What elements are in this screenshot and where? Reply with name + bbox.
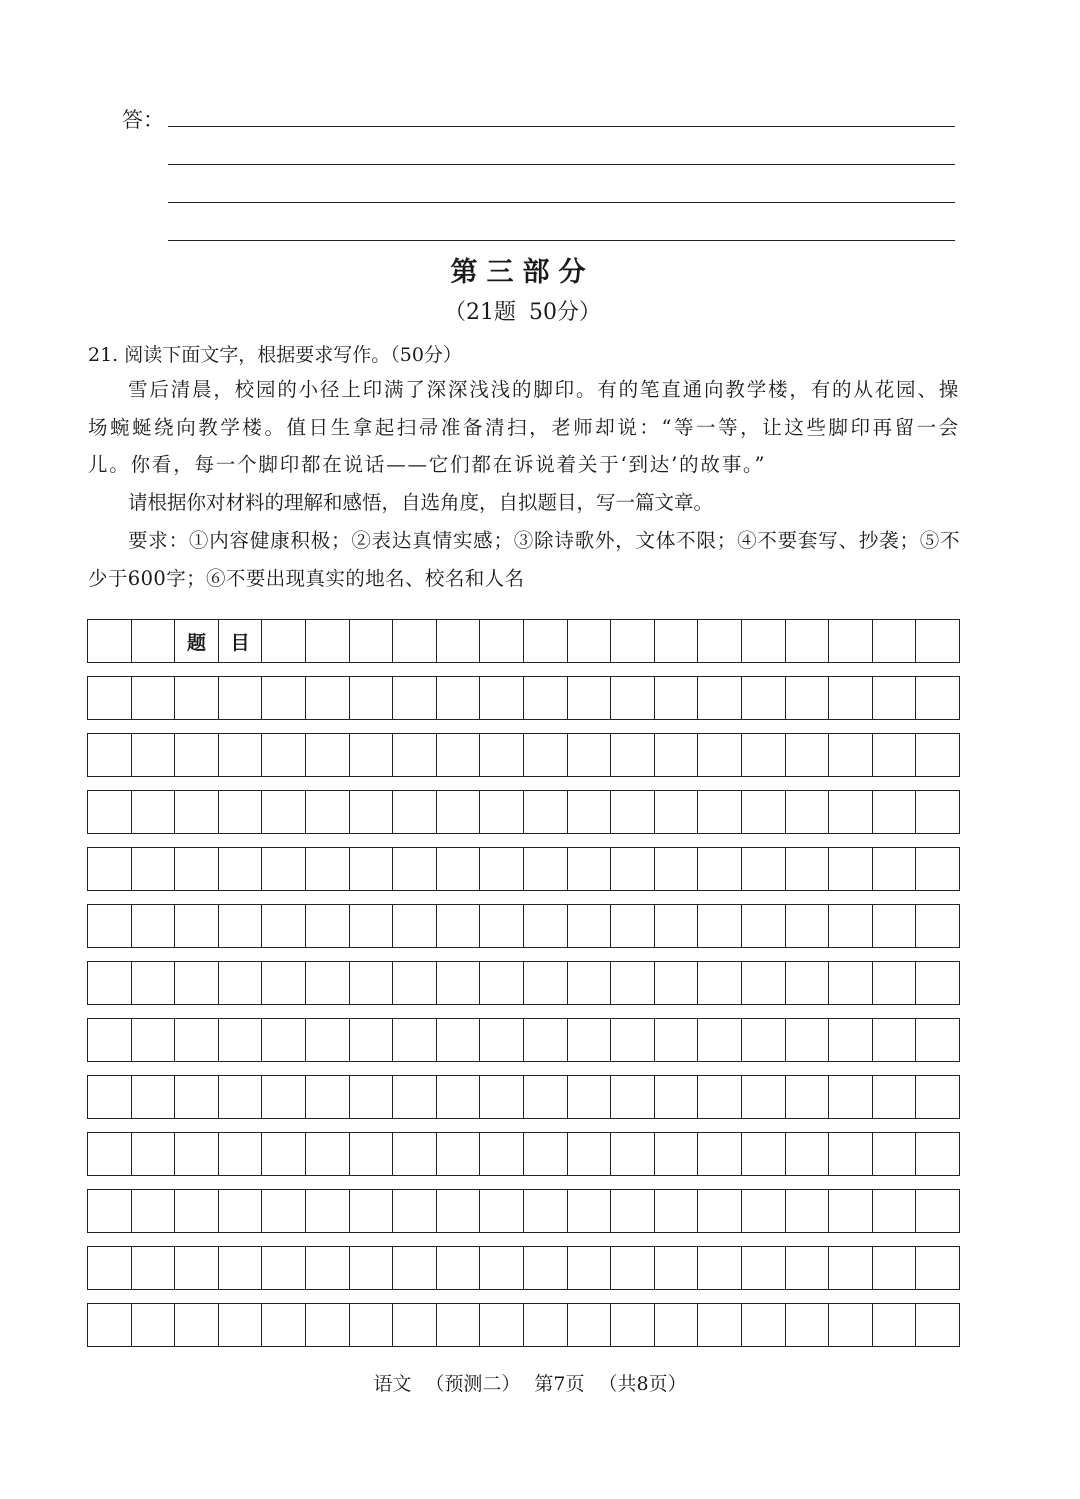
grid-cell[interactable] xyxy=(916,620,960,662)
grid-cell[interactable] xyxy=(219,848,263,890)
grid-cell[interactable] xyxy=(175,1304,219,1346)
grid-cell[interactable] xyxy=(132,1133,176,1175)
grid-cell[interactable] xyxy=(568,1247,612,1289)
grid-cell[interactable] xyxy=(742,962,786,1004)
grid-cell[interactable] xyxy=(568,848,612,890)
grid-cell[interactable] xyxy=(655,791,699,833)
grid-cell[interactable] xyxy=(742,734,786,776)
page-footer: 语文 （预测二） 第7页 （共8页） xyxy=(373,1373,687,1395)
grid-cell[interactable] xyxy=(742,1076,786,1118)
grid-cell[interactable] xyxy=(437,1190,481,1232)
grid-cell[interactable] xyxy=(524,1076,568,1118)
grid-cell[interactable] xyxy=(175,1247,219,1289)
grid-cell[interactable] xyxy=(786,905,830,947)
grid-cell[interactable] xyxy=(698,677,742,719)
answer-line[interactable] xyxy=(168,240,955,241)
grid-cell[interactable] xyxy=(480,677,524,719)
grid-cell[interactable] xyxy=(873,1076,917,1118)
title-label-cell: 题 xyxy=(175,620,219,662)
grid-cell[interactable] xyxy=(219,1190,263,1232)
grid-cell[interactable] xyxy=(219,1133,263,1175)
grid-cell[interactable] xyxy=(655,620,699,662)
grid-cell[interactable] xyxy=(698,791,742,833)
grid-cell[interactable] xyxy=(742,1190,786,1232)
grid-cell[interactable] xyxy=(568,1076,612,1118)
grid-cell[interactable] xyxy=(655,1076,699,1118)
grid-cell[interactable] xyxy=(175,962,219,1004)
grid-cell[interactable] xyxy=(393,905,437,947)
grid-cell[interactable] xyxy=(393,734,437,776)
grid-cell[interactable] xyxy=(568,620,612,662)
grid-cell[interactable] xyxy=(175,1190,219,1232)
grid-cell[interactable] xyxy=(219,1076,263,1118)
grid-cell[interactable] xyxy=(873,1190,917,1232)
grid-cell[interactable] xyxy=(829,848,873,890)
grid-cell[interactable] xyxy=(306,791,350,833)
grid-cell[interactable] xyxy=(306,1190,350,1232)
grid-cell[interactable] xyxy=(916,1076,960,1118)
grid-row xyxy=(87,1246,960,1290)
grid-cell[interactable] xyxy=(916,677,960,719)
grid-cell[interactable] xyxy=(524,1190,568,1232)
grid-cell[interactable] xyxy=(611,620,655,662)
grid-cell[interactable] xyxy=(524,620,568,662)
grid-cell[interactable] xyxy=(132,620,176,662)
grid-cell[interactable] xyxy=(524,791,568,833)
grid-cell[interactable] xyxy=(175,791,219,833)
grid-cell[interactable] xyxy=(393,677,437,719)
grid-cell[interactable] xyxy=(88,1133,132,1175)
grid-cell[interactable] xyxy=(829,734,873,776)
grid-cell[interactable] xyxy=(829,1076,873,1118)
grid-cell[interactable] xyxy=(262,962,306,1004)
grid-cell[interactable] xyxy=(306,905,350,947)
grid-cell[interactable] xyxy=(524,962,568,1004)
grid-cell[interactable] xyxy=(698,734,742,776)
grid-cell[interactable] xyxy=(393,1133,437,1175)
grid-cell[interactable] xyxy=(829,1190,873,1232)
grid-cell[interactable] xyxy=(568,1019,612,1061)
grid-cell[interactable] xyxy=(916,1133,960,1175)
grid-cell[interactable] xyxy=(350,1190,394,1232)
grid-cell[interactable] xyxy=(873,962,917,1004)
grid-row xyxy=(87,1303,960,1347)
grid-cell[interactable] xyxy=(88,1304,132,1346)
grid-cell[interactable] xyxy=(829,962,873,1004)
grid-cell[interactable] xyxy=(568,791,612,833)
grid-row xyxy=(87,733,960,777)
grid-cell[interactable] xyxy=(611,1304,655,1346)
grid-cell[interactable] xyxy=(873,1247,917,1289)
grid-cell[interactable] xyxy=(742,791,786,833)
grid-row xyxy=(87,1018,960,1062)
grid-cell[interactable] xyxy=(132,1190,176,1232)
grid-cell[interactable] xyxy=(786,962,830,1004)
grid-cell[interactable] xyxy=(829,1304,873,1346)
grid-cell[interactable] xyxy=(611,734,655,776)
grid-cell[interactable] xyxy=(524,848,568,890)
grid-cell[interactable] xyxy=(262,620,306,662)
grid-cell[interactable] xyxy=(350,1304,394,1346)
grid-cell[interactable] xyxy=(350,905,394,947)
grid-cell[interactable] xyxy=(916,734,960,776)
grid-cell[interactable] xyxy=(132,1019,176,1061)
grid-cell[interactable] xyxy=(132,1304,176,1346)
grid-cell[interactable] xyxy=(480,1133,524,1175)
grid-cell[interactable] xyxy=(437,791,481,833)
grid-cell[interactable] xyxy=(393,1019,437,1061)
grid-cell[interactable] xyxy=(524,677,568,719)
grid-cell[interactable] xyxy=(698,1019,742,1061)
grid-cell[interactable] xyxy=(132,734,176,776)
grid-cell[interactable] xyxy=(480,1019,524,1061)
grid-cell[interactable] xyxy=(219,677,263,719)
grid-cell[interactable] xyxy=(916,962,960,1004)
grid-cell[interactable] xyxy=(829,905,873,947)
grid-cell[interactable] xyxy=(480,848,524,890)
grid-cell[interactable] xyxy=(655,1190,699,1232)
grid-cell[interactable] xyxy=(786,620,830,662)
grid-cell[interactable] xyxy=(916,791,960,833)
grid-cell[interactable] xyxy=(350,1247,394,1289)
grid-cell[interactable] xyxy=(698,620,742,662)
grid-row xyxy=(87,790,960,834)
grid-cell[interactable] xyxy=(437,734,481,776)
grid-cell[interactable] xyxy=(262,1133,306,1175)
grid-cell[interactable] xyxy=(437,1133,481,1175)
grid-cell[interactable] xyxy=(88,962,132,1004)
grid-row xyxy=(87,847,960,891)
grid-cell[interactable] xyxy=(306,620,350,662)
grid-cell[interactable] xyxy=(873,1019,917,1061)
grid-cell[interactable] xyxy=(611,791,655,833)
answer-label: 答： xyxy=(122,108,164,132)
grid-cell[interactable] xyxy=(88,1076,132,1118)
grid-cell[interactable] xyxy=(786,677,830,719)
grid-row xyxy=(87,676,960,720)
grid-row xyxy=(87,1075,960,1119)
grid-cell[interactable] xyxy=(524,1247,568,1289)
grid-row xyxy=(87,961,960,1005)
grid-cell[interactable] xyxy=(132,905,176,947)
grid-cell[interactable] xyxy=(568,1133,612,1175)
grid-cell[interactable] xyxy=(655,962,699,1004)
grid-cell[interactable] xyxy=(350,791,394,833)
grid-cell[interactable] xyxy=(262,1190,306,1232)
grid-cell[interactable] xyxy=(219,734,263,776)
grid-cell[interactable] xyxy=(698,1190,742,1232)
grid-cell[interactable] xyxy=(306,962,350,1004)
grid-cell[interactable] xyxy=(132,962,176,1004)
grid-cell[interactable] xyxy=(742,905,786,947)
grid-cell[interactable] xyxy=(873,734,917,776)
grid-cell[interactable] xyxy=(306,1019,350,1061)
part-subtitle: （21题 50分） xyxy=(444,300,601,325)
composition-grid xyxy=(87,619,960,1360)
grid-cell[interactable] xyxy=(873,848,917,890)
grid-cell[interactable] xyxy=(88,1190,132,1232)
answer-line[interactable] xyxy=(168,126,955,127)
grid-cell[interactable] xyxy=(655,1304,699,1346)
grid-cell[interactable] xyxy=(437,677,481,719)
grid-cell[interactable] xyxy=(306,1133,350,1175)
grid-cell[interactable] xyxy=(742,848,786,890)
part-title: 第三部分 xyxy=(450,257,595,288)
grid-cell[interactable] xyxy=(262,1247,306,1289)
grid-cell[interactable] xyxy=(698,1247,742,1289)
grid-cell[interactable] xyxy=(480,734,524,776)
grid-cell[interactable] xyxy=(219,962,263,1004)
grid-cell[interactable] xyxy=(306,1247,350,1289)
grid-cell[interactable] xyxy=(611,905,655,947)
grid-cell[interactable] xyxy=(698,962,742,1004)
grid-cell[interactable] xyxy=(480,620,524,662)
grid-row xyxy=(87,619,960,663)
grid-cell[interactable] xyxy=(916,1304,960,1346)
grid-cell[interactable] xyxy=(611,848,655,890)
grid-cell[interactable] xyxy=(350,677,394,719)
grid-cell[interactable] xyxy=(306,1076,350,1118)
grid-cell[interactable] xyxy=(350,1019,394,1061)
grid-cell[interactable] xyxy=(437,848,481,890)
grid-cell[interactable] xyxy=(393,1304,437,1346)
grid-cell[interactable] xyxy=(829,677,873,719)
grid-cell[interactable] xyxy=(655,848,699,890)
grid-cell[interactable] xyxy=(786,734,830,776)
grid-row xyxy=(87,904,960,948)
grid-cell[interactable] xyxy=(655,1133,699,1175)
grid-cell[interactable] xyxy=(873,791,917,833)
grid-cell[interactable] xyxy=(611,1133,655,1175)
grid-cell[interactable] xyxy=(132,791,176,833)
grid-cell[interactable] xyxy=(175,1133,219,1175)
grid-cell[interactable] xyxy=(393,962,437,1004)
grid-cell[interactable] xyxy=(437,1304,481,1346)
grid-cell[interactable] xyxy=(219,791,263,833)
grid-cell[interactable] xyxy=(350,620,394,662)
grid-cell[interactable] xyxy=(175,677,219,719)
grid-cell[interactable] xyxy=(829,1247,873,1289)
grid-cell[interactable] xyxy=(88,905,132,947)
grid-cell[interactable] xyxy=(873,1304,917,1346)
grid-cell[interactable] xyxy=(698,848,742,890)
grid-cell[interactable] xyxy=(568,1190,612,1232)
grid-cell[interactable] xyxy=(655,677,699,719)
grid-cell[interactable] xyxy=(873,905,917,947)
grid-cell[interactable] xyxy=(393,620,437,662)
grid-cell[interactable] xyxy=(611,1076,655,1118)
grid-cell[interactable] xyxy=(480,1304,524,1346)
grid-cell[interactable] xyxy=(88,734,132,776)
grid-cell[interactable] xyxy=(786,1190,830,1232)
grid-cell[interactable] xyxy=(742,1304,786,1346)
grid-cell[interactable] xyxy=(524,1304,568,1346)
grid-cell[interactable] xyxy=(568,677,612,719)
title-label-cell: 目 xyxy=(219,620,263,662)
grid-cell[interactable] xyxy=(524,1133,568,1175)
grid-cell[interactable] xyxy=(742,1247,786,1289)
grid-row xyxy=(87,1189,960,1233)
grid-cell[interactable] xyxy=(262,905,306,947)
grid-cell[interactable] xyxy=(611,677,655,719)
grid-cell[interactable] xyxy=(175,848,219,890)
grid-cell[interactable] xyxy=(568,962,612,1004)
grid-cell[interactable] xyxy=(132,1076,176,1118)
grid-cell[interactable] xyxy=(873,1133,917,1175)
answer-line[interactable] xyxy=(168,164,955,165)
grid-cell[interactable] xyxy=(480,962,524,1004)
grid-cell[interactable] xyxy=(916,1019,960,1061)
grid-cell[interactable] xyxy=(873,677,917,719)
grid-cell[interactable] xyxy=(524,1019,568,1061)
grid-cell[interactable] xyxy=(437,1247,481,1289)
grid-cell[interactable] xyxy=(175,1019,219,1061)
question-heading: 21. 阅读下面文字，根据要求写作。（50分） xyxy=(88,344,462,366)
grid-cell[interactable] xyxy=(786,1247,830,1289)
grid-cell[interactable] xyxy=(786,791,830,833)
grid-cell[interactable] xyxy=(698,1076,742,1118)
grid-cell[interactable] xyxy=(611,1019,655,1061)
grid-cell[interactable] xyxy=(306,848,350,890)
grid-cell[interactable] xyxy=(219,1247,263,1289)
grid-cell[interactable] xyxy=(786,1019,830,1061)
grid-cell[interactable] xyxy=(88,1247,132,1289)
grid-cell[interactable] xyxy=(219,905,263,947)
grid-cell[interactable] xyxy=(698,1133,742,1175)
grid-cell[interactable] xyxy=(655,734,699,776)
grid-cell[interactable] xyxy=(611,962,655,1004)
grid-cell[interactable] xyxy=(437,1019,481,1061)
grid-cell[interactable] xyxy=(698,1304,742,1346)
grid-cell[interactable] xyxy=(393,1247,437,1289)
grid-cell[interactable] xyxy=(568,734,612,776)
grid-cell[interactable] xyxy=(524,734,568,776)
grid-cell[interactable] xyxy=(611,1247,655,1289)
grid-cell[interactable] xyxy=(829,791,873,833)
grid-cell[interactable] xyxy=(568,905,612,947)
grid-cell[interactable] xyxy=(655,1247,699,1289)
grid-cell[interactable] xyxy=(262,1076,306,1118)
grid-cell[interactable] xyxy=(393,848,437,890)
grid-cell[interactable] xyxy=(175,905,219,947)
grid-cell[interactable] xyxy=(786,1133,830,1175)
grid-cell[interactable] xyxy=(786,1304,830,1346)
grid-cell[interactable] xyxy=(175,1076,219,1118)
grid-cell[interactable] xyxy=(132,677,176,719)
grid-cell[interactable] xyxy=(786,848,830,890)
grid-cell[interactable] xyxy=(132,1247,176,1289)
grid-cell[interactable] xyxy=(262,734,306,776)
grid-cell[interactable] xyxy=(88,1019,132,1061)
grid-cell[interactable] xyxy=(132,848,176,890)
grid-cell[interactable] xyxy=(873,620,917,662)
grid-cell[interactable] xyxy=(829,620,873,662)
grid-cell[interactable] xyxy=(480,1076,524,1118)
grid-cell[interactable] xyxy=(393,791,437,833)
grid-cell[interactable] xyxy=(437,962,481,1004)
grid-cell[interactable] xyxy=(786,1076,830,1118)
grid-row xyxy=(87,1132,960,1176)
grid-cell[interactable] xyxy=(611,1190,655,1232)
grid-cell[interactable] xyxy=(262,848,306,890)
material-paragraph: 雪后清晨，校园的小径上印满了深深浅浅的脚印。有的笔直通向教学楼，有的从花园、操场蜿蜒绕向教学楼。值日生拿起扫帚准备清扫，老师却说：“等一等，让这些脚印再留一会儿。你看，每一个脚印都在说话——它们都在诉说着关于‘到达’的故事。” xyxy=(88,378,960,476)
grid-cell[interactable] xyxy=(480,1247,524,1289)
grid-cell[interactable] xyxy=(480,1190,524,1232)
grid-cell[interactable] xyxy=(742,1019,786,1061)
grid-cell[interactable] xyxy=(350,962,394,1004)
grid-cell[interactable] xyxy=(742,677,786,719)
grid-cell[interactable] xyxy=(437,1076,481,1118)
requirements-paragraph: 要求：①内容健康积极；②表达真情实感；③除诗歌外，文体不限；④不要套写、抄袭；⑤不少于600字；⑥不要出现真实的地名、校名和人名 xyxy=(88,529,960,590)
grid-cell[interactable] xyxy=(437,620,481,662)
grid-cell[interactable] xyxy=(655,1019,699,1061)
grid-cell[interactable] xyxy=(829,1019,873,1061)
grid-cell[interactable] xyxy=(916,905,960,947)
grid-cell[interactable] xyxy=(480,791,524,833)
grid-cell[interactable] xyxy=(88,791,132,833)
grid-cell[interactable] xyxy=(88,620,132,662)
grid-cell[interactable] xyxy=(88,848,132,890)
grid-cell[interactable] xyxy=(306,734,350,776)
answer-line[interactable] xyxy=(168,202,955,203)
grid-cell[interactable] xyxy=(480,905,524,947)
grid-cell[interactable] xyxy=(698,905,742,947)
instruction-paragraph: 请根据你对材料的理解和感悟，自选角度，自拟题目，写一篇文章。 xyxy=(128,491,714,514)
grid-cell[interactable] xyxy=(655,905,699,947)
grid-cell[interactable] xyxy=(916,1247,960,1289)
grid-cell[interactable] xyxy=(568,1304,612,1346)
grid-cell[interactable] xyxy=(350,1133,394,1175)
grid-cell[interactable] xyxy=(393,1076,437,1118)
grid-cell[interactable] xyxy=(306,677,350,719)
grid-cell[interactable] xyxy=(306,1304,350,1346)
grid-cell[interactable] xyxy=(393,1190,437,1232)
grid-cell[interactable] xyxy=(916,848,960,890)
grid-cell[interactable] xyxy=(742,620,786,662)
grid-cell[interactable] xyxy=(437,905,481,947)
grid-cell[interactable] xyxy=(916,1190,960,1232)
grid-cell[interactable] xyxy=(219,1019,263,1061)
grid-cell[interactable] xyxy=(524,905,568,947)
grid-cell[interactable] xyxy=(350,734,394,776)
grid-cell[interactable] xyxy=(175,734,219,776)
grid-cell[interactable] xyxy=(262,677,306,719)
grid-cell[interactable] xyxy=(262,1304,306,1346)
grid-cell[interactable] xyxy=(829,1133,873,1175)
grid-cell[interactable] xyxy=(262,791,306,833)
grid-cell[interactable] xyxy=(262,1019,306,1061)
grid-cell[interactable] xyxy=(742,1133,786,1175)
grid-cell[interactable] xyxy=(88,677,132,719)
grid-cell[interactable] xyxy=(219,1304,263,1346)
grid-cell[interactable] xyxy=(350,848,394,890)
grid-cell[interactable] xyxy=(350,1076,394,1118)
